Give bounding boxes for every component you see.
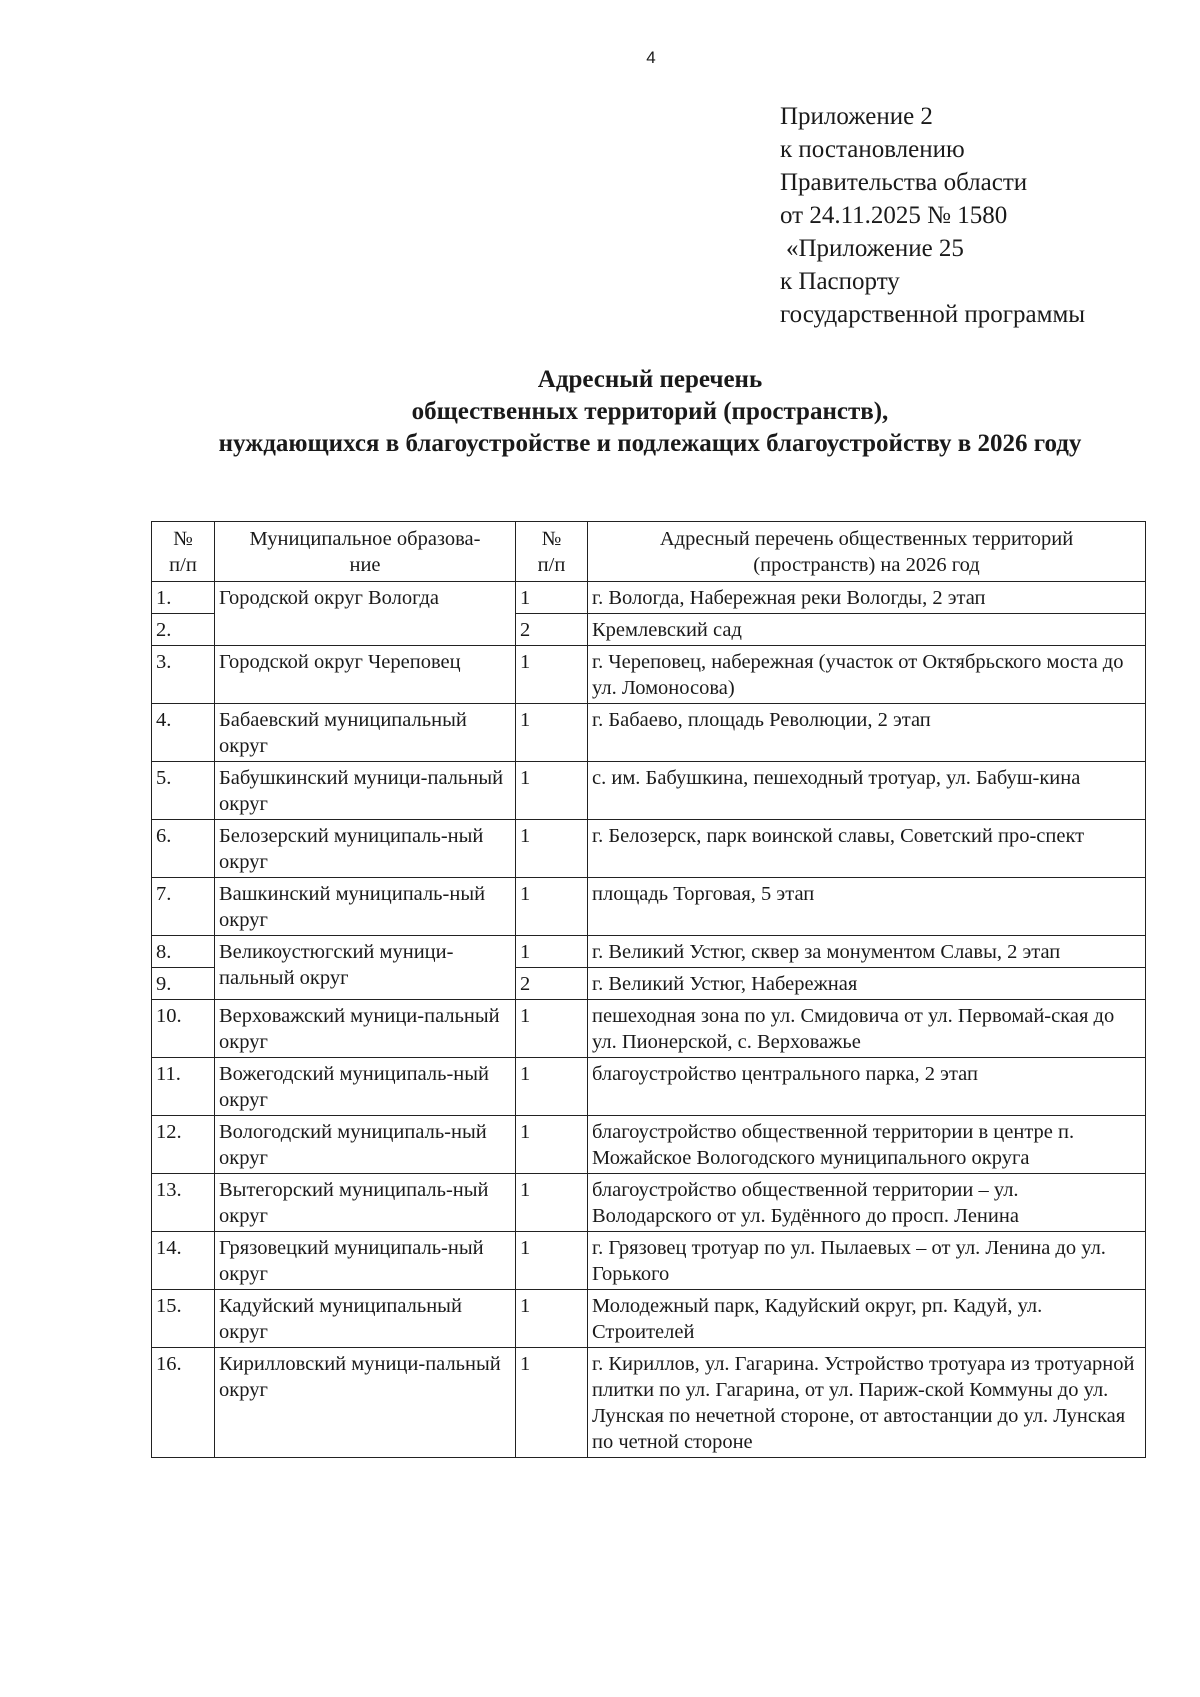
appendix-line: «Приложение 25 bbox=[786, 235, 964, 262]
table-row bbox=[152, 1116, 1146, 1174]
row-number: 2. bbox=[152, 614, 215, 646]
sub-number: 2 bbox=[516, 968, 588, 1000]
row-number: 14. bbox=[152, 1232, 215, 1290]
address-cell: г. Вологда, Набережная реки Вологды, 2 этап bbox=[588, 582, 1146, 614]
appendix-line: от 24.11.2025 № 1580 bbox=[780, 202, 1008, 229]
header-address-line1: Адресный перечень общественных территорий bbox=[659, 528, 1074, 550]
row-number: 1. bbox=[152, 582, 215, 614]
appendix-line: Правительства области bbox=[780, 169, 1028, 196]
sub-number: 1 bbox=[516, 1058, 588, 1116]
row-number: 13. bbox=[152, 1174, 215, 1232]
municipality-cell: Вожегодский муниципаль-ный округ bbox=[215, 1058, 516, 1116]
sub-number: 1 bbox=[516, 1348, 588, 1458]
address-cell: г. Великий Устюг, сквер за монументом Славы, 2 этап bbox=[588, 936, 1146, 968]
municipality-cell: Кадуйский муниципальный округ bbox=[215, 1290, 516, 1348]
header-num-line1: № bbox=[173, 528, 193, 550]
table-row bbox=[152, 1232, 1146, 1290]
sub-number: 1 bbox=[516, 646, 588, 704]
municipality-cell: Белозерский муниципаль-ный округ bbox=[215, 820, 516, 878]
header-address bbox=[588, 522, 1146, 582]
address-register-table bbox=[151, 521, 1146, 1458]
sub-number: 2 bbox=[516, 614, 588, 646]
municipality-cell: Грязовецкий муниципаль-ный округ bbox=[215, 1232, 516, 1290]
address-cell: г. Бабаево, площадь Революции, 2 этап bbox=[588, 704, 1146, 762]
municipality-cell: Городской округ Вологда bbox=[215, 582, 516, 646]
row-number: 8. bbox=[152, 936, 215, 968]
municipality-cell: Городской округ Череповец bbox=[215, 646, 516, 704]
municipality-cell: Бабушкинский муници-пальный округ bbox=[215, 762, 516, 820]
title-line: Адресный перечень bbox=[537, 366, 763, 393]
address-cell: г. Великий Устюг, Набережная bbox=[588, 968, 1146, 1000]
appendix-line: к Паспорту bbox=[780, 268, 900, 295]
row-number: 7. bbox=[152, 878, 215, 936]
address-cell: пешеходная зона по ул. Смидовича от ул. Первомай-ская до ул. Пионерской, с. Верховажье bbox=[588, 1000, 1146, 1058]
sub-number: 1 bbox=[516, 1290, 588, 1348]
appendix-line: государственной программы bbox=[780, 301, 1086, 328]
sub-number: 1 bbox=[516, 1232, 588, 1290]
address-cell: г. Грязовец тротуар по ул. Пылаевых – от ул. Ленина до ул. Горького bbox=[588, 1232, 1146, 1290]
table-row bbox=[152, 582, 1146, 614]
header-num bbox=[152, 522, 215, 582]
page-number: 4 bbox=[646, 48, 656, 67]
row-number: 11. bbox=[152, 1058, 215, 1116]
municipality-cell: Бабаевский муниципальный округ bbox=[215, 704, 516, 762]
address-cell: г. Череповец, набережная (участок от Октябрьского моста до ул. Ломоносова) bbox=[588, 646, 1146, 704]
municipality-cell: Вологодский муниципаль-ный округ bbox=[215, 1116, 516, 1174]
sub-number: 1 bbox=[516, 1174, 588, 1232]
sub-number: 1 bbox=[516, 1000, 588, 1058]
address-cell: благоустройство центрального парка, 2 этап bbox=[588, 1058, 1146, 1116]
address-cell: Молодежный парк, Кадуйский округ, рп. Кадуй, ул. Строителей bbox=[588, 1290, 1146, 1348]
sub-number: 1 bbox=[516, 1116, 588, 1174]
municipality-cell: Вытегорский муниципаль-ный округ bbox=[215, 1174, 516, 1232]
table-row bbox=[152, 1348, 1146, 1458]
row-number: 15. bbox=[152, 1290, 215, 1348]
header-municipality bbox=[215, 522, 516, 582]
appendix-line: Приложение 2 bbox=[780, 103, 933, 130]
table-row bbox=[152, 820, 1146, 878]
address-cell: г. Белозерск, парк воинской славы, Советский про-спект bbox=[588, 820, 1146, 878]
row-number: 16. bbox=[152, 1348, 215, 1458]
table-row bbox=[152, 704, 1146, 762]
header-num-line2: п/п bbox=[169, 554, 197, 576]
sub-number: 1 bbox=[516, 936, 588, 968]
municipality-cell: Великоустюгский муници-пальный округ bbox=[215, 936, 516, 1000]
address-cell: площадь Торговая, 5 этап bbox=[588, 878, 1146, 936]
header-municipality-line1: Муниципальное образова- bbox=[249, 528, 481, 550]
sub-number: 1 bbox=[516, 582, 588, 614]
municipality-cell: Вашкинский муниципаль-ный округ bbox=[215, 878, 516, 936]
header-sub-num bbox=[516, 522, 588, 582]
row-number: 5. bbox=[152, 762, 215, 820]
header-sub-line2: п/п bbox=[537, 554, 566, 576]
address-cell: г. Кириллов, ул. Гагарина. Устройство тротуара из тротуарной плитки по ул. Гагарина, от ул. Париж-ской Коммуны до ул. Лунская по нечетной стороне, от автостанции до ул. Лунская по четной стороне bbox=[588, 1348, 1146, 1458]
title-line: общественных территорий (пространств), bbox=[411, 398, 889, 425]
row-number: 3. bbox=[152, 646, 215, 704]
title-line: нуждающихся в благоустройстве и подлежащих благоустройству в 2026 году bbox=[218, 430, 1082, 457]
table-header-row bbox=[152, 522, 1146, 582]
sub-number: 1 bbox=[516, 878, 588, 936]
row-number: 6. bbox=[152, 820, 215, 878]
header-address-line2: (пространств) на 2026 год bbox=[753, 554, 980, 576]
row-number: 9. bbox=[152, 968, 215, 1000]
header-sub-line1: № bbox=[541, 528, 562, 550]
municipality-cell: Верховажский муници-пальный округ bbox=[215, 1000, 516, 1058]
address-cell: с. им. Бабушкина, пешеходный тротуар, ул. Бабуш-кина bbox=[588, 762, 1146, 820]
table-row bbox=[152, 1058, 1146, 1116]
table-row bbox=[152, 1174, 1146, 1232]
table-row bbox=[152, 936, 1146, 968]
table-row bbox=[152, 646, 1146, 704]
row-number: 12. bbox=[152, 1116, 215, 1174]
document-title bbox=[120, 364, 1180, 460]
row-number: 10. bbox=[152, 1000, 215, 1058]
table-row bbox=[152, 1000, 1146, 1058]
sub-number: 1 bbox=[516, 762, 588, 820]
address-cell: благоустройство общественной территории в центре п. Можайское Вологодского муниципального округа bbox=[588, 1116, 1146, 1174]
sub-number: 1 bbox=[516, 704, 588, 762]
sub-number: 1 bbox=[516, 820, 588, 878]
row-number: 4. bbox=[152, 704, 215, 762]
address-cell: благоустройство общественной территории – ул. Володарского от ул. Будённого до просп. Ленина bbox=[588, 1174, 1146, 1232]
header-municipality-line2: ние bbox=[349, 554, 381, 576]
address-cell: Кремлевский сад bbox=[588, 614, 1146, 646]
municipality-cell: Кирилловский муници-пальный округ bbox=[215, 1348, 516, 1458]
appendix-header bbox=[780, 100, 1180, 331]
table-row bbox=[152, 1290, 1146, 1348]
table-row bbox=[152, 878, 1146, 936]
table-row bbox=[152, 762, 1146, 820]
appendix-line: к постановлению bbox=[780, 136, 965, 163]
